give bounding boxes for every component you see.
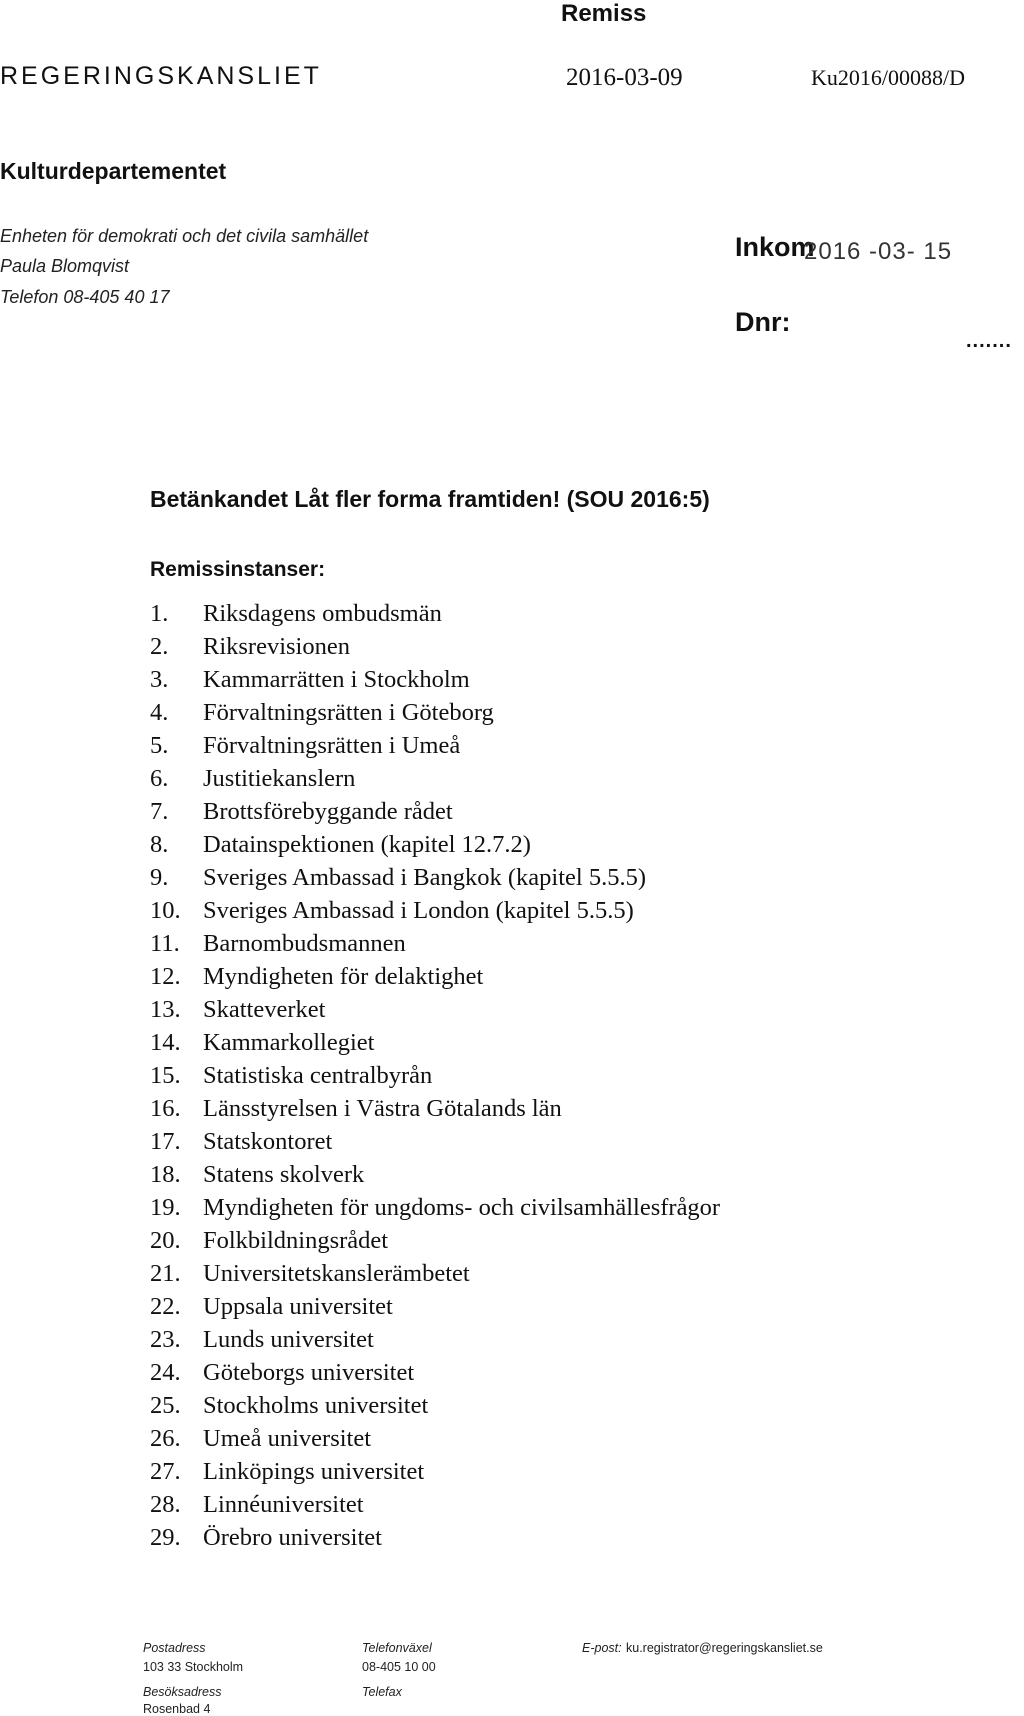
organization-name: REGERINGSKANSLIET (0, 62, 322, 90)
list-item (150, 993, 720, 1026)
department-name: Kulturdepartementet (0, 158, 227, 184)
list-item-name: Myndigheten för delaktighet (203, 962, 484, 990)
list-item-name: Barnombudsmannen (203, 929, 406, 957)
list-item-number: 27. (150, 1457, 181, 1485)
list-item-name: Universitetskanslerämbetet (203, 1259, 470, 1287)
list-item-number: 18. (150, 1160, 181, 1188)
list-item-name: Sveriges Ambassad i London (kapitel 5.5.5) (203, 896, 634, 924)
list-item (150, 1026, 720, 1059)
list-item (150, 729, 720, 762)
list-item-number: 16. (150, 1094, 181, 1122)
list-item-name: Förvaltningsrätten i Göteborg (203, 698, 494, 726)
list-item (150, 597, 720, 630)
list-item-number: 20. (150, 1226, 181, 1254)
list-item-number: 10. (150, 896, 181, 924)
list-item-name: Folkbildningsrådet (203, 1226, 389, 1254)
list-item-name: Uppsala universitet (203, 1292, 393, 1320)
list-item (150, 762, 720, 795)
subject-line: Betänkandet Låt fler forma framtiden! (SOU 2016:5) (150, 486, 710, 512)
list-item-number: 19. (150, 1193, 181, 1221)
list-item-name: Datainspektionen (kapitel 12.7.2) (203, 830, 531, 858)
list-item (150, 1389, 720, 1422)
list-item (150, 1257, 720, 1290)
list-item-name: Skatteverket (203, 995, 326, 1023)
list-item (150, 1092, 720, 1125)
list-item (150, 1455, 720, 1488)
list-item-name: Kammarkollegiet (203, 1028, 375, 1056)
footer-visit-address: Rosenbad 4 (143, 1702, 211, 1716)
list-item (150, 828, 720, 861)
document-type: Remiss (561, 0, 647, 27)
list-item (150, 696, 720, 729)
footer-switchboard-number: 08-405 10 00 (362, 1660, 436, 1674)
footer-fax-label: Telefax (362, 1685, 402, 1699)
list-item-name: Justitiekanslern (203, 764, 356, 792)
recipient-list (150, 597, 720, 1554)
list-item-number: 15. (150, 1061, 181, 1089)
received-stamp-date: 2016 -03- 15 (804, 238, 953, 265)
list-item-number: 29. (150, 1523, 181, 1551)
list-item-number: 13. (150, 995, 181, 1023)
list-item (150, 927, 720, 960)
footer-email-address: ku.registrator@regeringskansliet.se (626, 1641, 823, 1655)
list-item-number: 25. (150, 1391, 181, 1419)
list-item-name: Statistiska centralbyrån (203, 1061, 433, 1089)
footer-visit-label: Besöksadress (143, 1685, 222, 1699)
list-item-name: Länsstyrelsen i Västra Götalands län (203, 1094, 562, 1122)
list-item-number: 5. (150, 731, 169, 759)
list-item-number: 28. (150, 1490, 181, 1518)
list-item (150, 663, 720, 696)
list-item-name: Göteborgs universitet (203, 1358, 415, 1386)
footer-postal-label: Postadress (143, 1641, 206, 1655)
list-item-name: Riksdagens ombudsmän (203, 599, 442, 627)
list-item-number: 11. (150, 929, 180, 957)
recipients-heading: Remissinstanser: (150, 558, 326, 581)
list-item-number: 9. (150, 863, 169, 891)
list-item (150, 894, 720, 927)
list-item (150, 1488, 720, 1521)
list-item-name: Umeå universitet (203, 1424, 372, 1452)
list-item (150, 1290, 720, 1323)
document-reference: Ku2016/00088/D (811, 65, 965, 90)
list-item-name: Linköpings universitet (203, 1457, 425, 1485)
list-item-number: 24. (150, 1358, 181, 1386)
list-item (150, 1356, 720, 1389)
footer-switchboard-label: Telefonväxel (362, 1641, 432, 1655)
list-item-name: Myndigheten för ungdoms- och civilsamhällesfrågor (203, 1193, 721, 1221)
received-stamp-label: Inkom (735, 232, 815, 262)
footer-postal-address: 103 33 Stockholm (143, 1660, 244, 1674)
list-item-number: 3. (150, 665, 169, 693)
list-item-number: 17. (150, 1127, 181, 1155)
list-item (150, 1191, 720, 1224)
list-item (150, 1059, 720, 1092)
list-item (150, 1125, 720, 1158)
list-item-name: Statens skolverk (203, 1160, 365, 1188)
list-item (150, 1323, 720, 1356)
list-item-number: 6. (150, 764, 169, 792)
list-item-name: Statskontoret (203, 1127, 333, 1155)
list-item-name: Brottsförebyggande rådet (203, 797, 453, 825)
list-item-number: 21. (150, 1259, 181, 1287)
list-item-number: 1. (150, 599, 169, 627)
document-date: 2016-03-09 (566, 64, 683, 91)
list-item-number: 2. (150, 632, 169, 660)
list-item-number: 12. (150, 962, 181, 990)
list-item (150, 795, 720, 828)
list-item-number: 23. (150, 1325, 181, 1353)
list-item (150, 1422, 720, 1455)
list-item-number: 26. (150, 1424, 181, 1452)
list-item (150, 1521, 720, 1554)
contact-phone: Telefon 08-405 40 17 (0, 287, 170, 307)
list-item (150, 1224, 720, 1257)
list-item-number: 14. (150, 1028, 181, 1056)
list-item-name: Förvaltningsrätten i Umeå (203, 731, 461, 759)
contact-unit: Enheten för demokrati och det civila samhället (0, 226, 369, 246)
list-item-name: Örebro universitet (203, 1523, 382, 1551)
diary-number-label: Dnr: (735, 307, 791, 337)
list-item (150, 861, 720, 894)
contact-name: Paula Blomqvist (0, 256, 130, 276)
list-item (150, 960, 720, 993)
list-item-name: Stockholms universitet (203, 1391, 429, 1419)
diary-number-value: ....... (966, 330, 1012, 352)
footer-email-label: E-post: (582, 1641, 622, 1655)
list-item-number: 8. (150, 830, 169, 858)
list-item-number: 22. (150, 1292, 181, 1320)
list-item (150, 630, 720, 663)
list-item (150, 1158, 720, 1191)
list-item-number: 4. (150, 698, 169, 726)
list-item-name: Sveriges Ambassad i Bangkok (kapitel 5.5.5) (203, 863, 646, 891)
list-item-name: Riksrevisionen (203, 632, 350, 660)
list-item-name: Kammarrätten i Stockholm (203, 665, 470, 693)
list-item-number: 7. (150, 797, 169, 825)
list-item-name: Lunds universitet (203, 1325, 374, 1353)
list-item-name: Linnéuniversitet (203, 1490, 364, 1518)
